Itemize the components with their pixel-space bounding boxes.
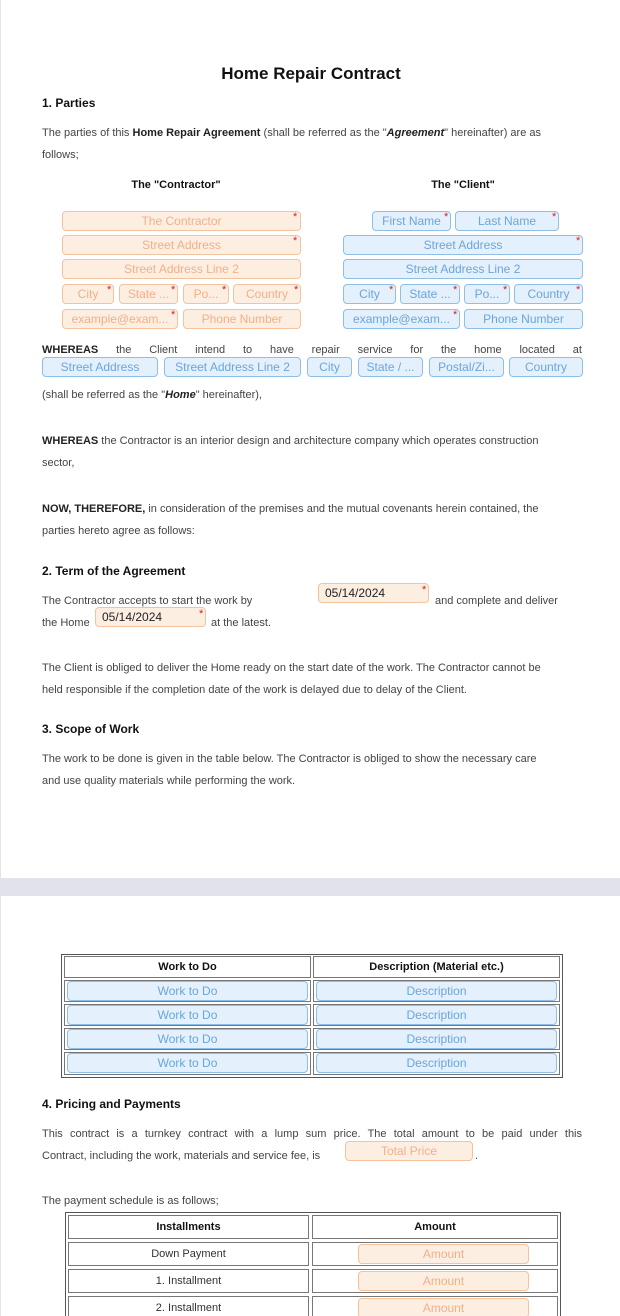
- required-marker: *: [171, 284, 176, 296]
- required-marker: *: [576, 284, 581, 296]
- client-country-field[interactable]: Country: [514, 284, 583, 304]
- scope-col-work: Work to Do: [158, 961, 217, 973]
- scope-col-description: Description (Material etc.): [369, 961, 504, 973]
- contractor-street-field[interactable]: Street Address: [62, 235, 301, 255]
- end-date-field[interactable]: 05/14/2024: [95, 607, 206, 627]
- payment-schedule-text: The payment schedule is as follows;: [42, 1195, 219, 1207]
- page-title: Home Repair Contract: [221, 64, 401, 83]
- contractor-phone-field[interactable]: Phone Number: [183, 309, 301, 329]
- required-marker: *: [422, 584, 427, 596]
- term-paragraph-2: The Client is obliged to deliver the Home ready on the start date of the work. The Contractor cannot be held responsible if the completion date of the work is delayed due to delay of the Client.: [42, 662, 541, 696]
- pricing-paragraph-end: .: [475, 1150, 479, 1162]
- amount-field[interactable]: Amount: [358, 1271, 529, 1291]
- contractor-state-field[interactable]: State ...: [119, 284, 178, 304]
- required-marker: *: [453, 284, 458, 296]
- pricing-paragraph: This contract is a turnkey contract with a lump sum price. The total amount to be paid under this: [42, 1128, 582, 1140]
- description-field[interactable]: Description: [316, 1029, 557, 1049]
- client-street2-field[interactable]: Street Address Line 2: [343, 259, 583, 279]
- contractor-email-field[interactable]: example@exam...: [62, 309, 178, 329]
- client-city-field[interactable]: City: [343, 284, 396, 304]
- whereas-contractor-text: WHEREAS the Contractor is an interior design and architecture company which operates construction sector,: [42, 435, 539, 469]
- home-state-field[interactable]: State / ...: [358, 357, 423, 377]
- client-state-field[interactable]: State ...: [400, 284, 460, 304]
- required-marker: *: [389, 284, 394, 296]
- contractor-postal-field[interactable]: Po...: [183, 284, 229, 304]
- description-field[interactable]: Description: [316, 981, 557, 1001]
- client-last-name-field[interactable]: Last Name: [455, 211, 559, 231]
- payment-col-amount: Amount: [414, 1221, 456, 1233]
- term-text-1b: and complete and deliver: [435, 595, 558, 607]
- required-marker: *: [576, 235, 581, 247]
- contractor-city-field[interactable]: City: [62, 284, 114, 304]
- description-field[interactable]: Description: [316, 1053, 557, 1073]
- required-marker: *: [293, 235, 298, 247]
- required-marker: *: [199, 608, 204, 620]
- parties-intro: The parties of this Home Repair Agreement (shall be referred as the "Agreement" hereinafter) are as follows;: [42, 127, 541, 161]
- required-marker: *: [222, 284, 227, 296]
- home-city-field[interactable]: City: [307, 357, 352, 377]
- required-marker: *: [503, 284, 508, 296]
- page-separator: [0, 878, 620, 896]
- description-field[interactable]: Description: [316, 1005, 557, 1025]
- client-email-field[interactable]: example@exam...: [343, 309, 460, 329]
- term-text-2b: at the latest.: [211, 617, 271, 629]
- now-therefore-text: NOW, THEREFORE, in consideration of the premises and the mutual covenants herein contained, the parties hereto agree as follows:: [42, 503, 539, 537]
- work-to-do-field[interactable]: Work to Do: [67, 1029, 308, 1049]
- required-marker: *: [444, 211, 449, 223]
- home-definition-text: (shall be referred as the "Home" hereinafter),: [42, 389, 262, 401]
- home-street2-field[interactable]: Street Address Line 2: [164, 357, 301, 377]
- contractor-name-field[interactable]: The Contractor: [62, 211, 301, 231]
- start-date-field[interactable]: 05/14/2024: [318, 583, 429, 603]
- contract-page-2: [0, 896, 620, 1316]
- required-marker: *: [294, 284, 299, 296]
- required-marker: *: [552, 211, 557, 223]
- payment-col-installments: Installments: [156, 1221, 221, 1233]
- required-marker: *: [453, 309, 458, 321]
- term-text-1a: The Contractor accepts to start the work by: [42, 595, 253, 607]
- amount-field[interactable]: Amount: [358, 1298, 529, 1316]
- term-text-2a: the Home: [42, 617, 90, 629]
- client-heading: The "Client": [431, 179, 495, 191]
- installment-label: 2. Installment: [155, 1302, 222, 1314]
- home-street-field[interactable]: Street Address: [42, 357, 158, 377]
- required-marker: *: [293, 211, 298, 223]
- whereas-home-text: WHEREAS the Client intend to have repair service for the home located at: [42, 344, 582, 356]
- client-first-name-field[interactable]: First Name: [372, 211, 451, 231]
- pricing-paragraph-2: Contract, including the work, materials and service fee, is: [42, 1150, 321, 1162]
- section-scope-heading: 3. Scope of Work: [42, 722, 140, 736]
- total-price-field[interactable]: Total Price: [345, 1141, 473, 1161]
- installment-label: Down Payment: [151, 1248, 226, 1260]
- required-marker: *: [171, 309, 176, 321]
- contractor-heading: The "Contractor": [131, 179, 221, 191]
- client-street-field[interactable]: Street Address: [343, 235, 583, 255]
- installment-label: 1. Installment: [155, 1275, 222, 1287]
- section-term-heading: 2. Term of the Agreement: [42, 564, 186, 578]
- section-pricing-heading: 4. Pricing and Payments: [42, 1097, 181, 1111]
- required-marker: *: [107, 284, 112, 296]
- section-parties-heading: 1. Parties: [42, 96, 96, 110]
- client-phone-field[interactable]: Phone Number: [464, 309, 583, 329]
- work-to-do-field[interactable]: Work to Do: [67, 981, 308, 1001]
- work-to-do-field[interactable]: Work to Do: [67, 1053, 308, 1073]
- home-country-field[interactable]: Country: [509, 357, 583, 377]
- work-to-do-field[interactable]: Work to Do: [67, 1005, 308, 1025]
- scope-paragraph: The work to be done is given in the table below. The Contractor is obliged to show the necessary care and use quality materials while performing the work.: [42, 753, 537, 787]
- home-postal-field[interactable]: Postal/Zi...: [429, 357, 504, 377]
- client-postal-field[interactable]: Po...: [464, 284, 510, 304]
- contractor-street2-field[interactable]: Street Address Line 2: [62, 259, 301, 279]
- amount-field[interactable]: Amount: [358, 1244, 529, 1264]
- contractor-country-field[interactable]: Country: [233, 284, 301, 304]
